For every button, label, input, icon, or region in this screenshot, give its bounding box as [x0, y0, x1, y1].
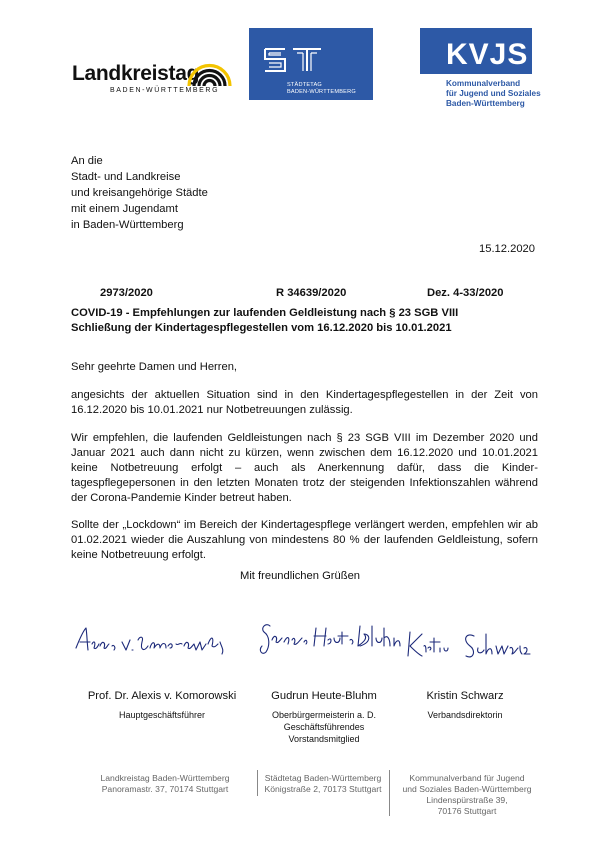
kvjs-logo-letters: KVJS [446, 38, 529, 71]
recipient-address [71, 153, 208, 233]
signatory-role: Geschäftsführendes [283, 722, 365, 732]
subject-line1: COVID-19 - Empfehlungen zur laufenden Geldleistung nach § 23 SGB VIII [71, 307, 459, 319]
recipient-line: in Baden-Württemberg [71, 219, 184, 231]
staedtetag-logo-line1: STÄDTETAG [287, 82, 322, 88]
landkreistag-logo-word: Landkreistag [72, 62, 200, 85]
reference-left: 2973/2020 [100, 287, 153, 299]
footer-kvjs [392, 773, 542, 817]
footer-line: und Soziales Baden-Württemberg [402, 784, 532, 794]
landkreistag-logo [72, 52, 232, 102]
reference-middle: R 34639/2020 [276, 287, 347, 299]
kvjs-logo-line2: für Jugend und Soziales [446, 89, 541, 98]
signatory-role: Oberbürgermeisterin a. D. [271, 710, 377, 720]
kvjs-logo-line1: Kommunalverband [446, 79, 521, 88]
signatory-schwarz [400, 690, 530, 721]
staedtetag-logo [249, 28, 373, 100]
recipient-line: mit einem Jugendamt [71, 203, 178, 215]
footer-line: Lindenspürstraße 39, [426, 795, 508, 805]
footer-line: Landkreistag Baden-Württemberg [100, 773, 230, 783]
staedtetag-emblem-icon [263, 46, 323, 74]
signatory-name: Gudrun Heute-Bluhm [271, 690, 377, 702]
signatory-komorowski [72, 690, 252, 721]
letter-date: 15.12.2020 [479, 243, 535, 255]
kvjs-logo-box [420, 28, 532, 74]
staedtetag-logo-line2: BADEN-WÜRTTEMBERG [287, 89, 356, 95]
footer-line: 70176 Stuttgart [437, 806, 497, 816]
signatory-role: Vorstandsmitglied [288, 734, 360, 744]
footer-divider [389, 770, 390, 816]
body-paragraph: Sollte der „Lockdown“ im Bereich der Kindertagespflege verlängert werden, empfehlen wir ab 01.02.2021 wieder die Auszahlung von mindestens 80 % der laufenden Geldleistung, sofern keine Notbetreuung erfolgt. [71, 519, 538, 561]
signatory-heute-bluhm [254, 690, 394, 745]
subject-line2: Schließung der Kindertagespflegestellen vom 16.12.2020 bis 10.01.2021 [71, 322, 452, 334]
body-paragraph: angesichts der aktuellen Situation sind in den Kindertagespflegestellen in der Zeit von 16.12.2020 bis 10.01.2021 nur Notbetreuungen zulässig. [71, 389, 538, 416]
signatory-name: Kristin Schwarz [426, 690, 504, 702]
signatory-role: Hauptgeschäftsführer [118, 710, 206, 720]
recipient-line: An die [71, 155, 103, 167]
signature-heute-bluhm [256, 618, 406, 658]
landkreistag-logo-sub: BADEN-WÜRTTEMBERG [110, 87, 220, 94]
recipient-line: und kreisangehörige Städte [71, 187, 208, 199]
footer-line: Kommunalverband für Jugend [409, 773, 525, 783]
signatory-name: Prof. Dr. Alexis v. Komorowski [87, 690, 237, 702]
recipient-line: Stadt- und Landkreise [71, 171, 181, 183]
closing: Mit freundlichen Grüßen [240, 570, 361, 582]
subject [71, 306, 458, 336]
footer-line: Panoramastr. 37, 70174 Stuttgart [101, 784, 229, 794]
signature-komorowski [72, 620, 232, 660]
footer-line: Königstraße 2, 70173 Stuttgart [264, 784, 382, 794]
salutation: Sehr geehrte Damen und Herren, [71, 361, 238, 373]
kvjs-logo [420, 28, 540, 112]
signatory-role: Verbandsdirektorin [427, 710, 503, 720]
reference-right: Dez. 4-33/2020 [427, 287, 504, 299]
landkreistag-arch-icon [187, 52, 232, 86]
footer-landkreistag [80, 773, 250, 795]
body-paragraph: Wir empfehlen, die laufenden Geldleistungen nach § 23 SGB VIII im Dezember 2020 und Januar 2021 auch dann nicht zu kürzen, wenn zwischen dem 16.12.2020 und 10.01.2021 keine Notbetreuung erfolgt – auch als Anerkennung dafür, dass die Kindertagespflegepersonen in den letzten Monaten trotz der steigenden Infektionszahlen während der Corona-Pandemie Kinder betreut haben. [71, 432, 538, 504]
footer-line: Städtetag Baden-Württemberg [264, 773, 382, 783]
kvjs-logo-line3: Baden-Württemberg [446, 99, 525, 108]
signature-schwarz [404, 626, 534, 666]
footer-staedtetag [258, 773, 388, 795]
